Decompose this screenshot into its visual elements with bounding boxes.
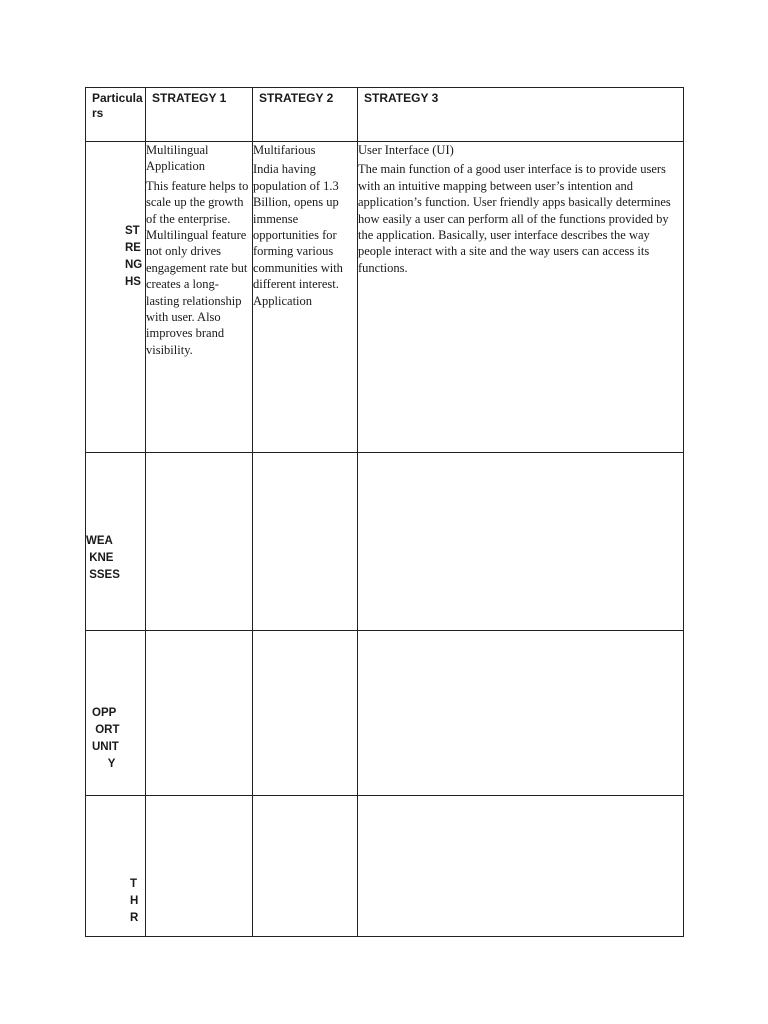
opportunity-label-cell (86, 631, 146, 796)
header-strategy-3-label: STRATEGY 3 (364, 91, 439, 105)
opportunity-strategy-3-cell (358, 631, 684, 796)
strengths-strategy-2-title: Multifarious (253, 143, 316, 157)
threats-strategy-2-cell (253, 796, 358, 937)
weaknesses-strategy-2-cell (253, 453, 358, 631)
threats-label-cell (86, 796, 146, 937)
opportunity-row (86, 631, 684, 796)
weaknesses-label: WEA KNE SSES (86, 535, 120, 581)
strengths-strategy-1-title: Multilingual Application (146, 143, 209, 174)
threats-strategy-1-cell (146, 796, 253, 937)
opportunity-strategy-2-cell (253, 631, 358, 796)
strengths-strategy-3-cell (358, 142, 684, 453)
opportunity-strategy-1-cell (146, 631, 253, 796)
weaknesses-row (86, 453, 684, 631)
header-strategy-1-label: STRATEGY 1 (152, 91, 227, 105)
header-particulars-label: Particulars (92, 91, 143, 120)
header-row (86, 88, 684, 142)
strengths-strategy-1-cell (146, 142, 253, 453)
weaknesses-strategy-1-cell (146, 453, 253, 631)
strengths-label: ST RE NG HS (125, 225, 143, 288)
swot-table (85, 87, 684, 937)
header-particulars (86, 88, 146, 142)
threats-row (86, 796, 684, 937)
threats-strategy-3-cell (358, 796, 684, 937)
header-strategy-1 (146, 88, 253, 142)
strengths-strategy-3-text: The main function of a good user interface is to provide users with an intuitive mapping between user’s intention and application’s function. User friendly apps basically determines how easily a user can perform all of the functions provided by the application. Basically, user interface describes the way people interact with a site and the way users can access its functions. (358, 162, 671, 275)
weaknesses-strategy-3-cell (358, 453, 684, 631)
strengths-label-cell (86, 142, 146, 453)
header-strategy-3 (358, 88, 684, 142)
weaknesses-label-cell (86, 453, 146, 631)
strengths-strategy-3-title: User Interface (UI) (358, 143, 454, 157)
header-strategy-2 (253, 88, 358, 142)
strengths-row (86, 142, 684, 453)
strengths-strategy-2-cell (253, 142, 358, 453)
opportunity-label: OPP ORT UNIT Y (92, 707, 120, 770)
strengths-strategy-1-text: This feature helps to scale up the growth of the enterprise. Multilingual feature not only drives engagement rate but creates a long-lasting relationship with user. Also improves brand visibility. (146, 178, 249, 357)
strengths-strategy-2-text: India having population of 1.3 Billion, opens up immense opportunities for forming various communities with different interest. Application (253, 162, 343, 308)
header-strategy-2-label: STRATEGY 2 (259, 91, 334, 105)
threats-label: T H R (130, 878, 139, 924)
